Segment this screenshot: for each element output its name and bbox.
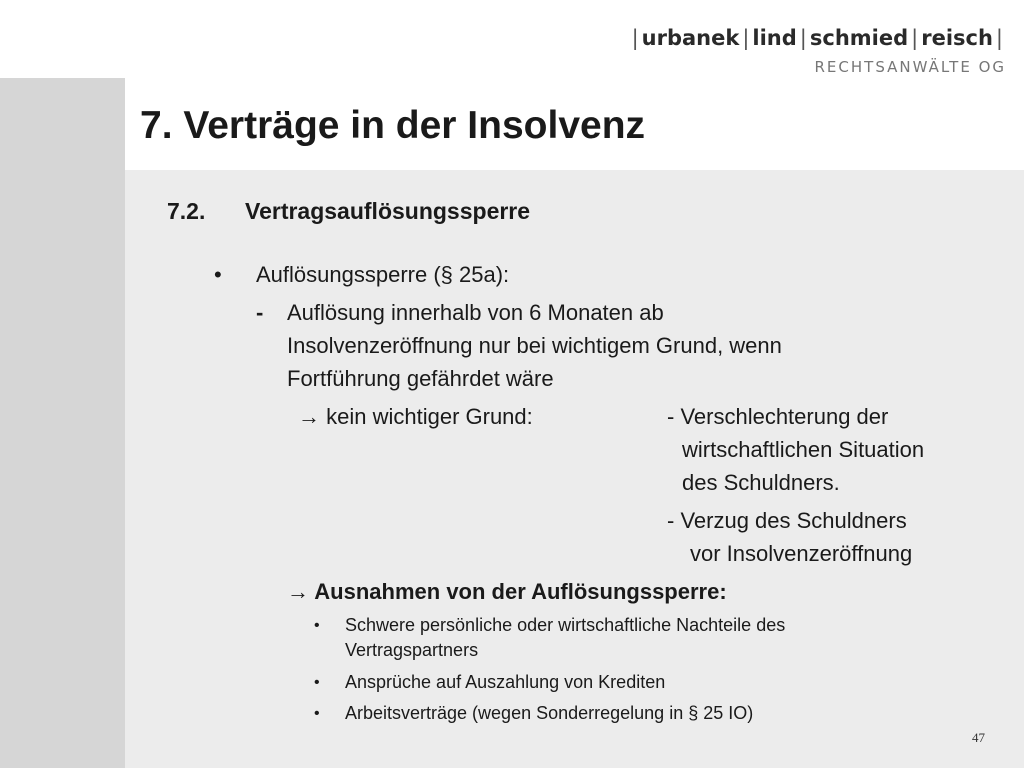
logo-separator: | <box>799 26 807 50</box>
logo-name-schmied: schmied <box>809 26 909 50</box>
exception-bullet: • <box>314 705 320 722</box>
exception-bullet: • <box>314 617 320 634</box>
dash-line-1: Auflösung innerhalb von 6 Monaten ab <box>287 300 664 325</box>
logo-name-reisch: reisch <box>921 26 993 50</box>
exception-bullet: • <box>314 674 320 691</box>
reason-1-line-1: - Verschlechterung der <box>667 404 889 429</box>
left-decorative-band <box>0 78 125 768</box>
page-number: 47 <box>972 730 985 745</box>
reason-2-line-1: - Verzug des Schuldners <box>667 508 907 533</box>
logo-name-lind: lind <box>752 26 797 50</box>
no-important-reason-label: → kein wichtiger Grund: <box>298 404 533 429</box>
firm-logo <box>629 26 1006 76</box>
bullet-marker: • <box>214 262 222 287</box>
logo-name-urbanek: urbanek <box>641 26 740 50</box>
logo-tagline: RECHTSANWÄLTE OG <box>814 58 1006 76</box>
section-number: 7.2. <box>167 198 206 224</box>
reason-1-line-3: des Schuldners. <box>682 470 840 495</box>
dash-line-2: Insolvenzeröffnung nur bei wichtigem Grund, wenn <box>287 333 782 358</box>
logo-separator: | <box>995 26 1003 50</box>
logo-separator: | <box>911 26 919 50</box>
reason-1-line-2: wirtschaftlichen Situation <box>682 437 925 462</box>
dash-marker: - <box>256 300 264 325</box>
main-bullet-text: Auflösungssperre (§ 25a): <box>256 262 510 287</box>
exception-1-line-1: Schwere persönliche oder wirtschaftliche Nachteile des <box>345 615 786 635</box>
logo-separator: | <box>742 26 750 50</box>
section-heading <box>167 198 530 225</box>
exception-2: Ansprüche auf Auszahlung von Krediten <box>345 672 666 692</box>
logo-separator: | <box>631 26 639 50</box>
section-title: Vertragsauflösungssperre <box>245 198 531 224</box>
slide-title: 7. Verträge in der Insolvenz <box>140 104 646 147</box>
exception-1-line-2: Vertragspartners <box>345 640 479 660</box>
dash-line-3: Fortführung gefährdet wäre <box>287 366 554 391</box>
exception-3: Arbeitsverträge (wegen Sonderregelung in § 25 IO) <box>345 703 754 723</box>
reason-2-line-2: vor Insolvenzeröffnung <box>690 541 913 566</box>
exceptions-heading: → Ausnahmen von der Auflösungssperre: <box>287 579 727 604</box>
logo-names <box>629 26 1006 50</box>
